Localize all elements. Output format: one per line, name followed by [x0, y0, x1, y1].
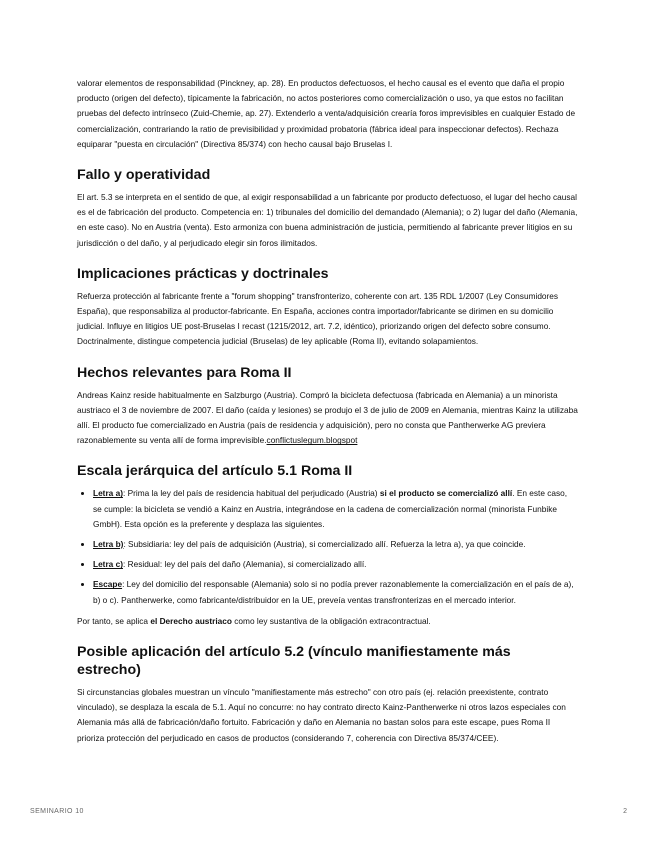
document-page	[77, 76, 578, 756]
escala-list	[77, 486, 578, 607]
conclusion-post: como ley sustantiva de la obligación extracontractual.	[231, 615, 431, 626]
heading-posible: Posible aplicación del artículo 5.2 (vínculo manifiestamente más estrecho)	[77, 644, 511, 679]
heading-implicaciones: Implicaciones prácticas y doctrinales	[77, 265, 329, 282]
conclusion-pre: Por tanto, se aplica	[77, 615, 151, 626]
item-label: Escape	[93, 579, 123, 590]
list-item	[93, 486, 578, 532]
item-label: Letra b)	[93, 539, 124, 550]
hechos-text: Andreas Kainz reside habitualmente en Salzburgo (Austria). Compró la bicicleta defectuosa (fabricada en Alemania) a un minorista austriaco el 3 de noviembre de 2007. El daño (caída y lesiones) se produjo el 3 de julio de 2009 en Alemania, mientras Kainz la utilizaba allí. El producto fue comercializado en Austria (país de residencia y adquisición), pero no consta que Pantherwerke AG previera razonablemente su venta allí de forma imprevisible.	[77, 389, 578, 446]
hechos-paragraph	[77, 388, 578, 449]
item-text: : Residual: ley del país del daño (Alemania), si comercializado allí.	[122, 559, 367, 570]
footer-label: SEMINARIO 10	[30, 808, 84, 815]
source-link[interactable]: conflictuslegum.blogspot	[266, 435, 358, 446]
conclusion-bold: el Derecho austriaco	[150, 615, 232, 626]
heading-fallo: Fallo y operatividad	[77, 167, 211, 184]
list-item	[93, 557, 578, 572]
posible-paragraph: Si circunstancias globales muestran un vínculo "manifiestamente más estrecho" con otro país (ej. relación preexistente, contrato vinculado), se desplaza la escala de 5.1. Aquí no concurre: no hay contrato directo Kainz-Pantherwerke ni otros lazos especiales con Alemania más allá de fabricación/daño fortuito. Fabricación y daño en Alemania no bastan solos para este escape, pues Roma II prioriza protección del perjudicado en casos de productos (considerando 7, coherencia con Directiva 85/374/CEE).	[77, 687, 566, 743]
heading-escala: Escala jerárquica del artículo 5.1 Roma II	[77, 463, 353, 480]
fallo-paragraph: El art. 5.3 se interpreta en el sentido de que, al exigir responsabilidad a un fabricante por producto defectuoso, el lugar del hecho causal es el de fabricación del producto. Competencia en: 1) tribunales del domicilio del demandado (Alemania); o 2) lugar del daño (Alemania, en este caso). No en Austria (venta). Esto armoniza con buena administración de justicia, permitiendo al fabricante prever litigios en su jurisdicción o del daño, y al perjudicado elegir sin foros ilimitados.	[77, 192, 578, 248]
item-text: : Ley del domicilio del responsable (Alemania) solo si no podía prever razonablemente la comercialización en el país de a), b) o c). Pantherwerke, como fabricante/distribuidor en la UE, preveía ventas transfronterizas en el mercado interior.	[93, 579, 574, 605]
item-text: : Prima la ley del país de residencia habitual del perjudicado (Austria)	[122, 488, 380, 499]
item-label: Letra a)	[93, 488, 123, 499]
item-bold: si el producto se comercializó allí	[379, 488, 513, 499]
item-text: : Subsidiaria: ley del país de adquisición (Austria), si comercializado allí. Refuerza la letra a), ya que coincide.	[123, 539, 526, 550]
heading-hechos: Hechos relevantes para Roma II	[77, 364, 292, 381]
intro-paragraph: valorar elementos de responsabilidad (Pinckney, ap. 28). En productos defectuosos, el hecho causal es el evento que daña el propio producto (origen del defecto), típicamente la fabricación, no actos posteriores como comercialización o uso, ya que estos no facilitan pruebas del defecto intrínseco (Zuid-Chemie, ap. 27). Extenderlo a venta/adquisición crearía foros imprevisibles en cualquier Estado de comercialización, contrariando la ratio de previsibilidad y proximidad probatoria (fábrica ideal para inspeccionar defectos). Rechaza equiparar "puesta en circulación" (Directiva 85/374) con hecho causal bajo Bruselas I.	[77, 78, 576, 149]
list-item	[93, 577, 578, 607]
escala-conclusion	[77, 614, 578, 629]
item-rest: . En este caso, se cumple: la bicicleta se vendió a Kainz en Austria, integrándose en la cadena de comercialización normal (minorista Funbike GmbH). Esta opción es la preferente y desplaza las siguientes.	[93, 488, 568, 529]
page-number: 2	[623, 808, 627, 815]
item-label: Letra c)	[93, 559, 123, 570]
implicaciones-paragraph: Refuerza protección al fabricante frente a "forum shopping" transfronterizo, coherente con art. 135 RDL 1/2007 (Ley Consumidores España), que responsabiliza al productor-fabricante. En España, acciones contra importador/fabricante se dirimen en su domicilio judicial. Influye en litigios UE post-Bruselas I recast (1215/2012, art. 7.2, idéntico), priorizando origen del defecto sobre consumo. Doctrinalmente, distingue competencia judicial (Bruselas) de ley aplicable (Roma II), evitando solapamientos.	[77, 290, 559, 347]
list-item	[93, 537, 578, 552]
